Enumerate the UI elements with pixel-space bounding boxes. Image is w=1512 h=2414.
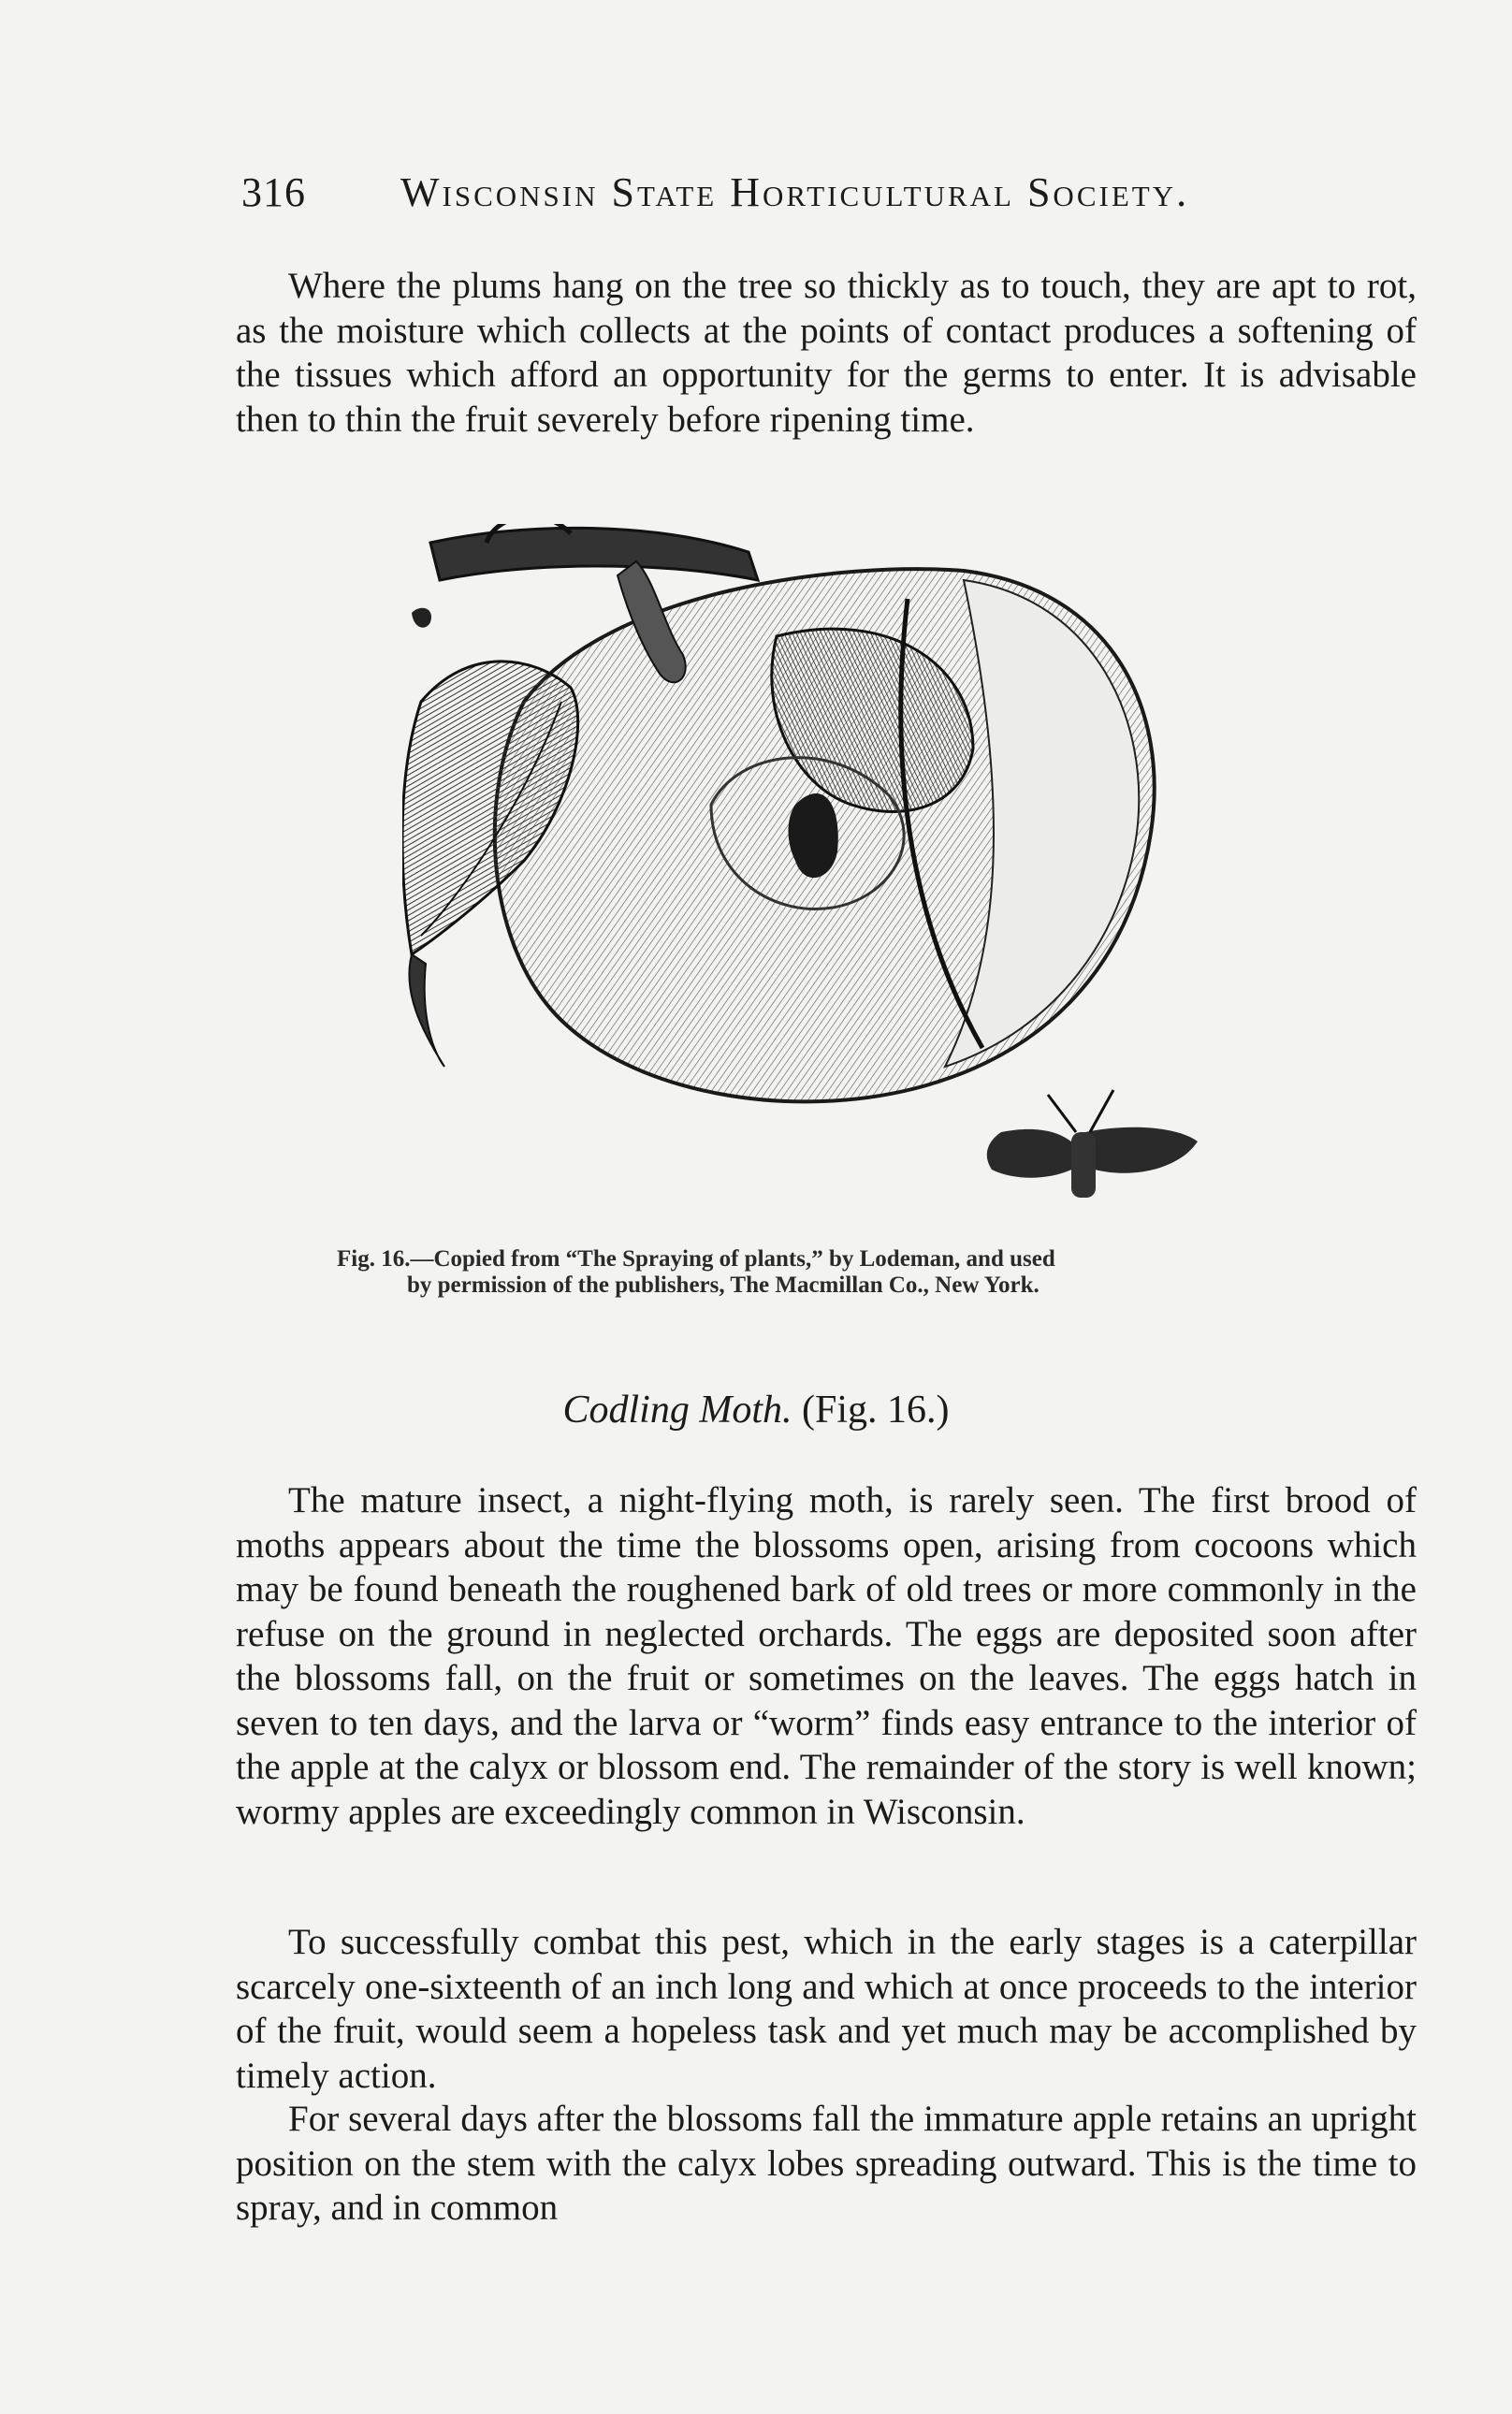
figure-caption	[337, 1246, 1413, 1299]
apple-codling-moth-illustration	[402, 524, 1235, 1216]
section-title-text: Codling Moth.	[562, 1389, 792, 1432]
running-head	[241, 168, 1289, 225]
caption-line-2: by permission of the publishers, The Macmillan Co., New York.	[407, 1272, 1040, 1298]
caption-line-1: Fig. 16.—Copied from “The Spraying of plants,” by Lodeman, and used	[337, 1246, 1055, 1272]
paragraph-spray-timing: For several days after the blossoms fall the immature apple retains an upright position on the stem with the calyx lobes spreading outward. This is the time to spray, and in common	[236, 2099, 1417, 2228]
paragraph-plum-rot: Where the plums hang on the tree so thickly as to touch, they are apt to rot, as the moisture which collects at the points of contact produces a softening of the tissues which afford an opportunity for the germs to enter. It is advisable then to thin the fruit severely before ripening time.	[236, 266, 1417, 440]
page-number: 316	[241, 169, 306, 215]
paragraph-combat-pest: To successfully combat this pest, which in the early stages is a caterpillar scarcely one-sixteenth of an inch long and which at once proceeds to the interior of the fruit, would seem a hopeless task and yet much may be accomplished by timely action.	[236, 1922, 1417, 2096]
paragraph-mature-insect: The mature insect, a night-flying moth, is rarely seen. The first brood of moths appears about the time the blossoms open, arising from cocoons which may be found beneath the roughened bark of old trees or more commonly in the refuse on the ground in neglected orchards. The eggs are deposited soon after the blossoms fall, on the fruit or sometimes on the leaves. The eggs hatch in seven to ten days, and the larva or “worm” finds easy entrance to the interior of the apple at the calyx or blossom end. The remainder of the story is well known; wormy apples are exceedingly common in Wisconsin.	[236, 1480, 1417, 1832]
moth-figure	[987, 1090, 1198, 1198]
journal-title: Wisconsin State Horticultural Society.	[400, 169, 1190, 215]
section-heading	[0, 1388, 1512, 1432]
section-title-figref: (Fig. 16.)	[802, 1389, 950, 1432]
